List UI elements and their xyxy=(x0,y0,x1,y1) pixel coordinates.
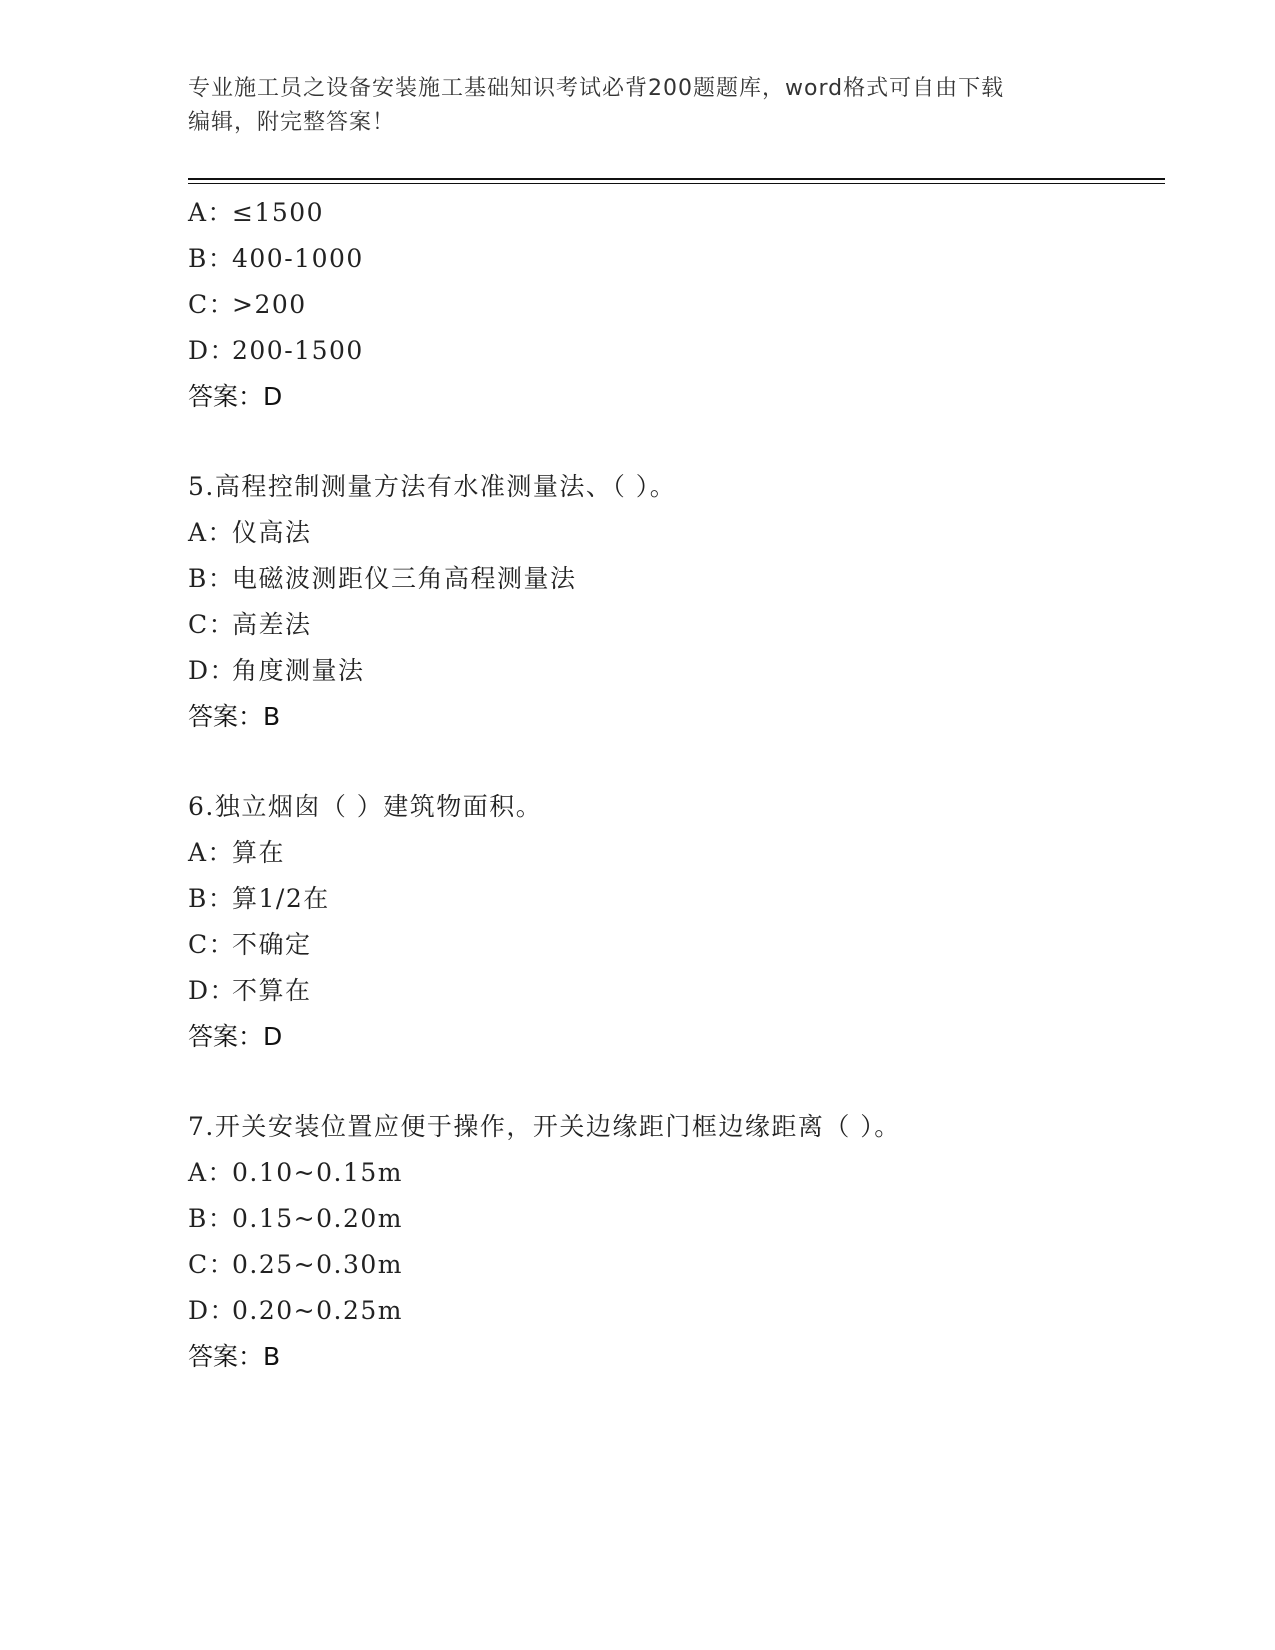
option-key: A： xyxy=(188,838,235,867)
option-text: 0.10~0.15m xyxy=(232,1158,403,1187)
answer-line: 答案：D xyxy=(188,1022,283,1051)
option-text: 0.25~0.30m xyxy=(232,1250,403,1279)
option-a xyxy=(188,510,1168,556)
question-block-7 xyxy=(188,1104,1168,1380)
option-d xyxy=(188,968,1168,1014)
answer-line: 答案：B xyxy=(188,1342,281,1371)
header-title-line-1: 专业施工员之设备安装施工基础知识考试必背200题题库，word格式可自由下载 xyxy=(188,76,1005,101)
question-block-4 xyxy=(188,190,1168,420)
option-b xyxy=(188,556,1168,602)
question-text: 7.开关安装位置应便于操作，开关边缘距门框边缘距离（ ）。 xyxy=(188,1112,901,1141)
option-a xyxy=(188,190,1168,236)
option-text: 200-1500 xyxy=(232,336,364,365)
option-text: 不确定 xyxy=(232,930,312,959)
question-text: 6.独立烟囱（ ）建筑物面积。 xyxy=(188,792,543,821)
option-d xyxy=(188,648,1168,694)
option-c xyxy=(188,1242,1168,1288)
option-text: 仪高法 xyxy=(232,518,312,547)
option-c xyxy=(188,282,1168,328)
option-key: D： xyxy=(188,336,237,365)
option-d xyxy=(188,328,1168,374)
option-key: A： xyxy=(188,198,235,227)
option-key: C： xyxy=(188,610,236,639)
spacer xyxy=(188,740,1168,784)
option-text: 高差法 xyxy=(232,610,312,639)
option-text: 400-1000 xyxy=(232,244,364,273)
option-text: 算1/2在 xyxy=(232,884,330,913)
spacer xyxy=(188,420,1168,464)
option-text: 不算在 xyxy=(232,976,312,1005)
question-text: 5.高程控制测量方法有水准测量法、（ ）。 xyxy=(188,472,677,501)
option-key: A： xyxy=(188,518,235,547)
option-key: C： xyxy=(188,290,236,319)
option-a xyxy=(188,1150,1168,1196)
spacer xyxy=(188,1060,1168,1104)
option-text: >200 xyxy=(232,290,307,319)
option-key: D： xyxy=(188,1296,237,1325)
header-title-line-2: 编辑，附完整答案！ xyxy=(188,110,396,135)
option-key: C： xyxy=(188,1250,236,1279)
answer-line: 答案：D xyxy=(188,382,283,411)
option-b xyxy=(188,1196,1168,1242)
option-c xyxy=(188,922,1168,968)
option-text: 角度测量法 xyxy=(232,656,365,685)
option-key: B： xyxy=(188,884,235,913)
option-b xyxy=(188,236,1168,282)
option-key: A： xyxy=(188,1158,235,1187)
question-block-5 xyxy=(188,464,1168,740)
option-c xyxy=(188,602,1168,648)
option-a xyxy=(188,830,1168,876)
answer-line: 答案：B xyxy=(188,702,281,731)
header-divider-thick xyxy=(188,178,1165,180)
option-text: 电磁波测距仪三角高程测量法 xyxy=(232,564,577,593)
option-text: ≤1500 xyxy=(232,198,325,227)
option-key: C： xyxy=(188,930,236,959)
option-key: B： xyxy=(188,564,235,593)
option-text: 0.15~0.20m xyxy=(232,1204,403,1233)
question-block-6 xyxy=(188,784,1168,1060)
option-text: 算在 xyxy=(232,838,286,867)
option-key: B： xyxy=(188,1204,235,1233)
option-text: 0.20~0.25m xyxy=(232,1296,403,1325)
option-b xyxy=(188,876,1168,922)
question-list xyxy=(188,190,1168,1380)
option-d xyxy=(188,1288,1168,1334)
option-key: D： xyxy=(188,976,237,1005)
document-header xyxy=(188,72,1088,140)
header-divider-thin xyxy=(188,183,1165,184)
option-key: B： xyxy=(188,244,235,273)
option-key: D： xyxy=(188,656,237,685)
